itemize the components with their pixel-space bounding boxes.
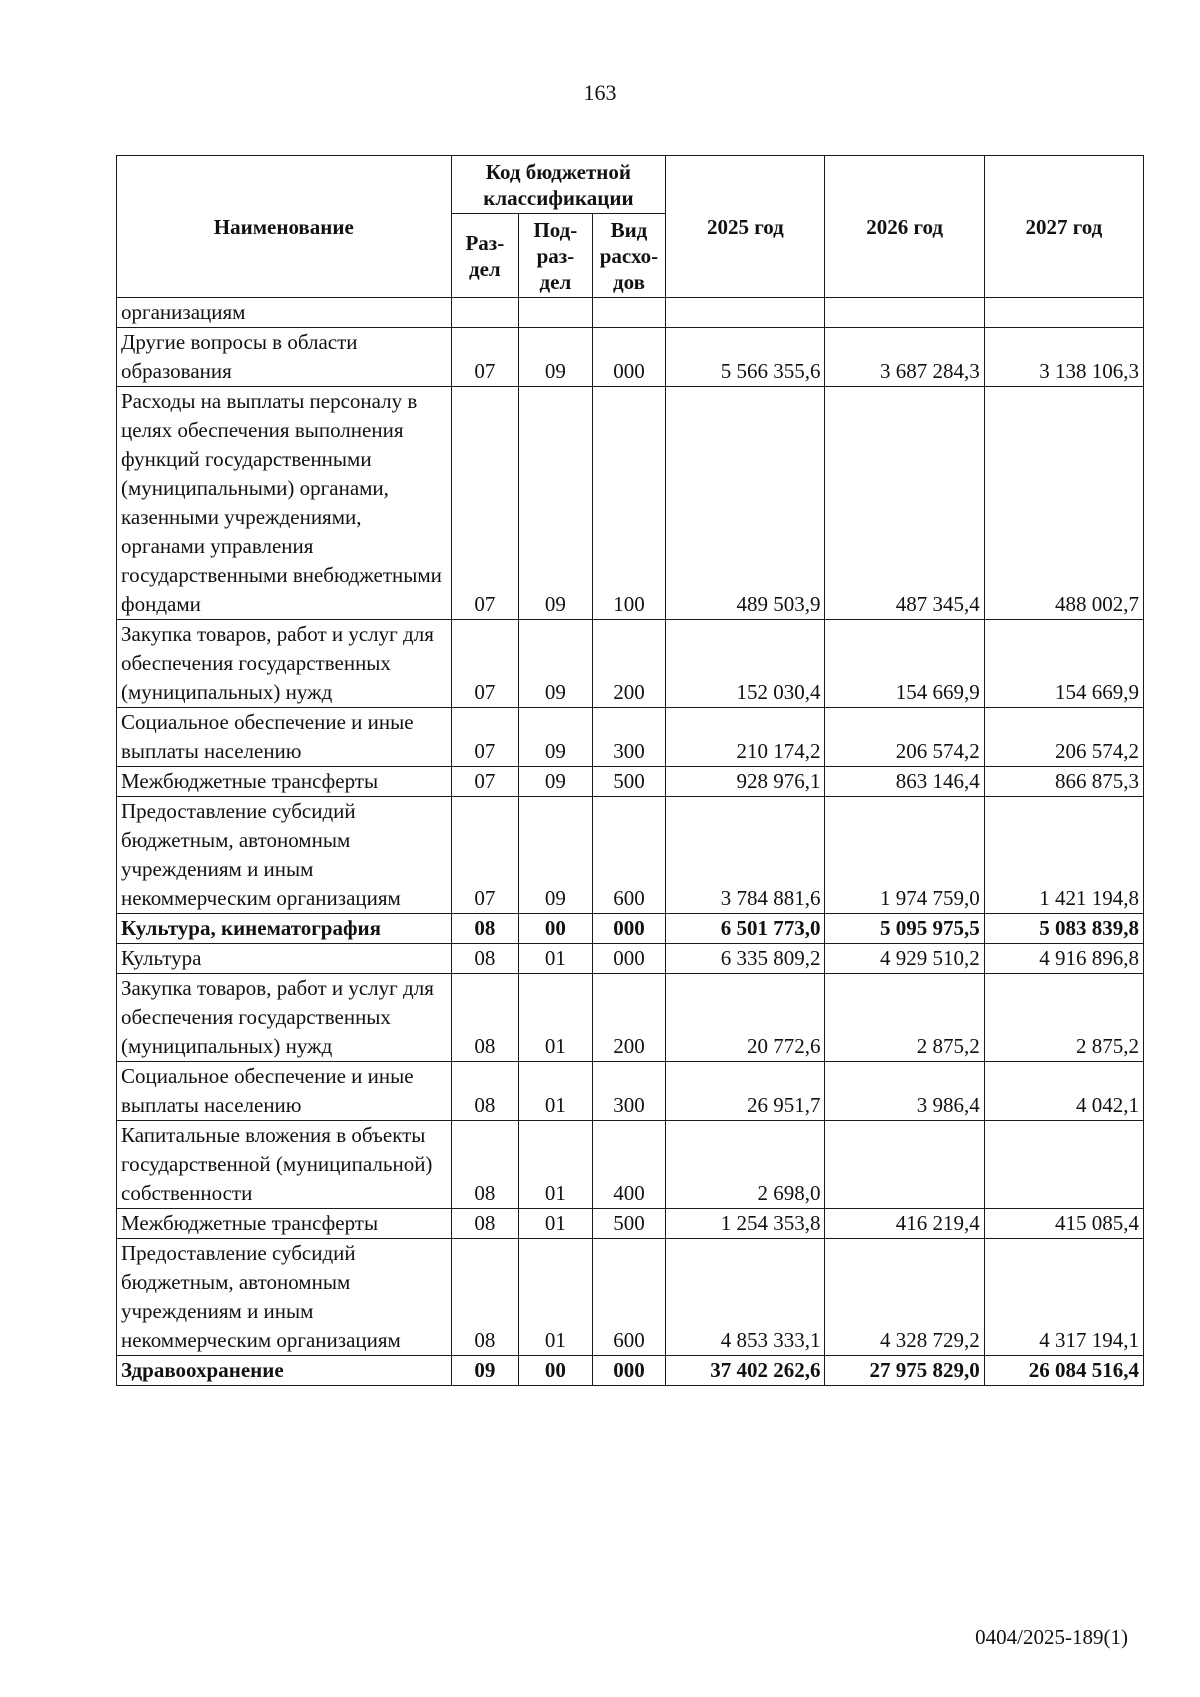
row-vid-cell: 200 [592,974,666,1062]
row-value-2027 [984,1121,1143,1209]
row-vid-cell: 300 [592,1062,666,1121]
row-vid-cell: 000 [592,944,666,974]
table-row [117,1121,1144,1209]
row-razdel-cell: 08 [451,974,519,1062]
row-razdel-cell: 07 [451,328,519,387]
row-razdel-cell: 07 [451,767,519,797]
row-value-2026: 4 929 510,2 [825,944,984,974]
header-year-2026: 2026 год [825,156,984,298]
row-value-2026 [825,298,984,328]
row-value-2025: 4 853 333,1 [666,1239,825,1356]
row-podrazdel-cell: 09 [519,620,593,708]
row-podrazdel-cell: 00 [519,1356,593,1386]
row-razdel-cell: 07 [451,708,519,767]
row-value-2026: 416 219,4 [825,1209,984,1239]
row-value-2026: 5 095 975,5 [825,914,984,944]
row-vid-cell [592,298,666,328]
row-value-2026: 154 669,9 [825,620,984,708]
table-row [117,620,1144,708]
row-value-2025: 3 784 881,6 [666,797,825,914]
row-podrazdel-cell: 09 [519,387,593,620]
row-value-2027: 2 875,2 [984,974,1143,1062]
row-value-2025: 6 501 773,0 [666,914,825,944]
row-name-cell: Межбюджетные трансферты [117,1209,452,1239]
row-value-2025: 5 566 355,6 [666,328,825,387]
row-vid-cell: 200 [592,620,666,708]
row-vid-cell: 400 [592,1121,666,1209]
row-value-2026: 2 875,2 [825,974,984,1062]
row-razdel-cell: 09 [451,1356,519,1386]
row-razdel-cell: 08 [451,1062,519,1121]
row-vid-cell: 300 [592,708,666,767]
document-code: 0404/2025-189(1) [975,1625,1128,1649]
row-value-2025: 6 335 809,2 [666,944,825,974]
row-name-cell: Расходы на выплаты персоналу в целях обеспечения выполнения функций государственными (муниципальными) органами, казенными учреждениями, органами управления государственными внебюджетными фондами [117,387,452,620]
row-razdel-cell: 08 [451,944,519,974]
row-razdel-cell: 07 [451,797,519,914]
row-podrazdel-cell: 00 [519,914,593,944]
row-name-cell: Социальное обеспечение и иные выплаты населению [117,1062,452,1121]
table-row [117,1209,1144,1239]
row-name-cell: Межбюджетные трансферты [117,767,452,797]
row-value-2025: 37 402 262,6 [666,1356,825,1386]
row-value-2025: 2 698,0 [666,1121,825,1209]
table-row [117,797,1144,914]
row-value-2025: 20 772,6 [666,974,825,1062]
table-row [117,1062,1144,1121]
row-podrazdel-cell [519,298,593,328]
row-podrazdel-cell: 01 [519,944,593,974]
row-value-2027: 4 317 194,1 [984,1239,1143,1356]
row-value-2025: 26 951,7 [666,1062,825,1121]
table-row [117,1356,1144,1386]
row-razdel-cell: 08 [451,1209,519,1239]
row-value-2025: 1 254 353,8 [666,1209,825,1239]
row-value-2027: 206 574,2 [984,708,1143,767]
row-podrazdel-cell: 01 [519,1121,593,1209]
row-value-2027: 4 042,1 [984,1062,1143,1121]
row-value-2025 [666,298,825,328]
row-value-2025: 928 976,1 [666,767,825,797]
row-razdel-cell [451,298,519,328]
row-vid-cell: 500 [592,1209,666,1239]
row-vid-cell: 000 [592,1356,666,1386]
row-name-cell: Культура [117,944,452,974]
row-vid-cell: 000 [592,914,666,944]
row-value-2027: 3 138 106,3 [984,328,1143,387]
table-body [117,298,1144,1386]
row-value-2027: 415 085,4 [984,1209,1143,1239]
header-razdel: Раз-дел [451,214,519,298]
row-value-2026: 1 974 759,0 [825,797,984,914]
row-vid-cell: 600 [592,797,666,914]
row-value-2027: 154 669,9 [984,620,1143,708]
row-razdel-cell: 08 [451,914,519,944]
row-podrazdel-cell: 01 [519,1239,593,1356]
row-podrazdel-cell: 01 [519,1209,593,1239]
row-value-2025: 489 503,9 [666,387,825,620]
row-value-2025: 210 174,2 [666,708,825,767]
row-value-2026: 3 986,4 [825,1062,984,1121]
row-value-2026: 27 975 829,0 [825,1356,984,1386]
row-podrazdel-cell: 09 [519,767,593,797]
row-name-cell: Закупка товаров, работ и услуг для обеспечения государственных (муниципальных) нужд [117,974,452,1062]
row-name-cell: Предоставление субсидий бюджетным, автономным учреждениям и иным некоммерческим организациям [117,797,452,914]
row-name-cell: Здравоохранение [117,1356,452,1386]
row-value-2026: 863 146,4 [825,767,984,797]
row-podrazdel-cell: 09 [519,797,593,914]
row-value-2026: 487 345,4 [825,387,984,620]
budget-table [116,155,1144,1386]
row-vid-cell: 000 [592,328,666,387]
row-razdel-cell: 07 [451,620,519,708]
row-name-cell: Социальное обеспечение и иные выплаты населению [117,708,452,767]
page-number: 163 [583,80,617,105]
header-podrazdel: Под-раз-дел [519,214,593,298]
row-value-2025: 152 030,4 [666,620,825,708]
table-row [117,298,1144,328]
row-name-cell: Капитальные вложения в объекты государственной (муниципальной) собственности [117,1121,452,1209]
header-year-2025: 2025 год [666,156,825,298]
header-vid-rashodov: Вид расхо-дов [592,214,666,298]
header-code-group: Код бюджетной классификации [451,156,666,214]
row-value-2027 [984,298,1143,328]
table-header [117,156,1144,298]
row-podrazdel-cell: 01 [519,974,593,1062]
row-name-cell: Другие вопросы в области образования [117,328,452,387]
row-value-2027: 5 083 839,8 [984,914,1143,944]
row-razdel-cell: 08 [451,1121,519,1209]
row-value-2027: 488 002,7 [984,387,1143,620]
header-year-2027: 2027 год [984,156,1143,298]
row-name-cell: Закупка товаров, работ и услуг для обеспечения государственных (муниципальных) нужд [117,620,452,708]
row-vid-cell: 100 [592,387,666,620]
table-row [117,1239,1144,1356]
row-razdel-cell: 08 [451,1239,519,1356]
table-row [117,767,1144,797]
row-podrazdel-cell: 09 [519,328,593,387]
row-value-2026: 3 687 284,3 [825,328,984,387]
row-value-2026 [825,1121,984,1209]
table-row [117,914,1144,944]
row-value-2027: 866 875,3 [984,767,1143,797]
row-vid-cell: 500 [592,767,666,797]
row-vid-cell: 600 [592,1239,666,1356]
header-name: Наименование [117,156,452,298]
row-name-cell: Культура, кинематография [117,914,452,944]
row-name-cell: Предоставление субсидий бюджетным, автономным учреждениям и иным некоммерческим организациям [117,1239,452,1356]
table-row [117,387,1144,620]
row-value-2026: 206 574,2 [825,708,984,767]
table-row [117,944,1144,974]
table-row [117,328,1144,387]
table-row [117,974,1144,1062]
row-razdel-cell: 07 [451,387,519,620]
table-row [117,708,1144,767]
row-value-2026: 4 328 729,2 [825,1239,984,1356]
row-podrazdel-cell: 09 [519,708,593,767]
row-value-2027: 26 084 516,4 [984,1356,1143,1386]
row-value-2027: 1 421 194,8 [984,797,1143,914]
row-podrazdel-cell: 01 [519,1062,593,1121]
row-value-2027: 4 916 896,8 [984,944,1143,974]
row-name-cell: организациям [117,298,452,328]
